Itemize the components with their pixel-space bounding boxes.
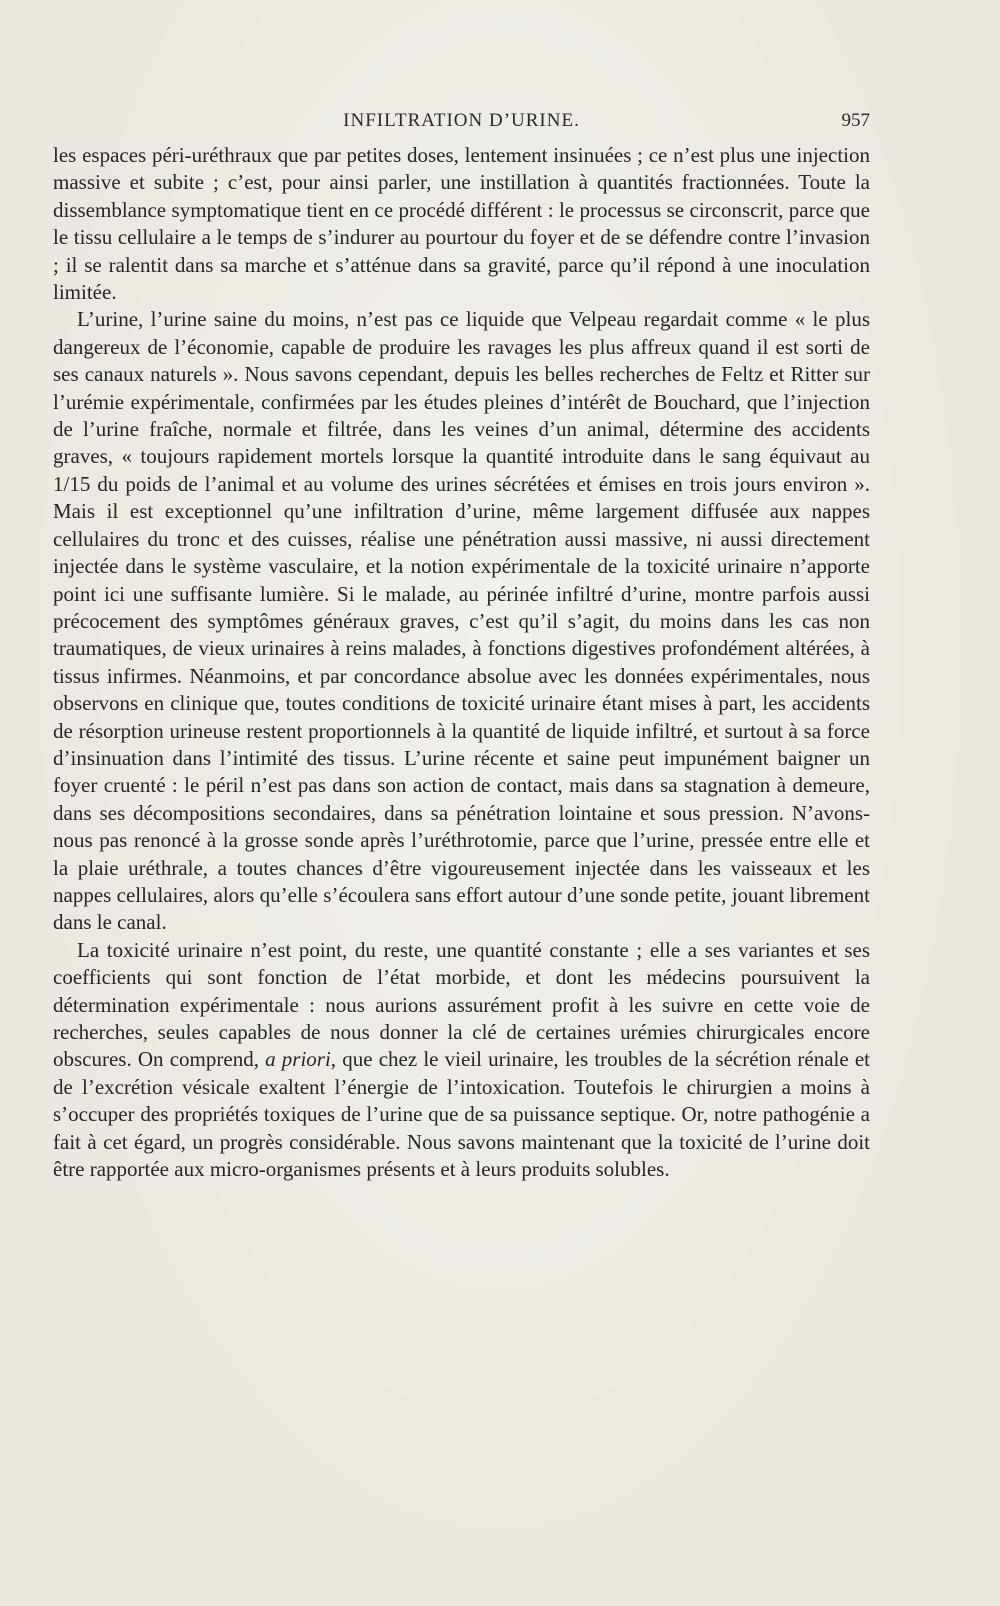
paragraph-continuation: les espaces péri-uréthraux que par petites doses, lentement insinuées ; ce n’est plus une injection massive et subite ; c’est, pour ainsi parler, une instillation à quantités fractionnées. Toute la dissemblance symptomatique tient en ce procédé différent : le processus se circonscrit, parce que le tissu cellulaire a le temps de s’indurer au pourtour du foyer et de se défendre contre l’invasion ; il se ralentit dans sa marche et s’atténue dans sa gravité, parce qu’il répond à une inoculation limitée. — [53, 143, 870, 305]
paragraph-text-before: La toxicité urinaire n’est point, du reste, une quantité constante ; elle a ses variantes et ses coefficients qui sont fonction de l’état morbide, et dont les médecins poursuivent la détermination expérimentale : nous aurions assurément profit à les suivre en cette voie de recherches, seules capables de nous donner la clé de certaines urémies chirurgicales encore obscures. On comprend, — [53, 937, 870, 1072]
page-number: 957 — [841, 110, 870, 131]
paragraph-text-after: , que chez le vieil urinaire, les troubles de la sécrétion rénale et de l’excrétion vésicale exaltent l’énergie de l’intoxication. Toutefois le chirurgien a moins à s’occuper des propriétés toxiques de l’urine que de sa puissance septique. Or, notre pathogénie a fait à cet égard, un progrès considérable. Nous savons maintenant que la toxicité de l’urine doit être rapportée aux micro-organismes présents et à leurs produits solubles. — [53, 1047, 871, 1182]
paragraph-septic-power — [53, 937, 870, 1184]
body-text — [53, 142, 870, 1183]
italic-a-priori: a priori — [265, 1047, 331, 1072]
paragraph-urine-toxicity: L’urine, l’urine saine du moins, n’est pas ce liquide que Velpeau regardait comme « le plus dangereux de l’économie, capable de produire les ravages les plus affreux quand il est sorti de ses canaux naturels ». Nous savons cependant, depuis les belles recherches de Feltz et Ritter sur l’urémie expérimentale, confirmées par les études pleines d’intérêt de Bouchard, que l’injection de l’urine fraîche, normale et filtrée, dans les veines d’un animal, détermine des accidents graves, « toujours rapidement mortels lorsque la quantité introduite dans le sang équivaut au 1/15 du poids de l’animal et au volume des urines sécrétées et émises en trois jours environ ». Mais il est exceptionnel qu’une infiltration d’urine, même largement diffusée aux nappes cellulaires du tronc et des cuisses, réalise une pénétration aussi massive, ni aussi directement injectée dans le système vasculaire, et la notion expérimentale de la toxicité urinaire n’apporte point ici une suffisante lumière. Si le malade, au périnée infiltré d’urine, montre parfois aussi précocement des symptômes généraux graves, c’est qu’il s’agit, du moins dans les cas non traumatiques, de vieux urinaires à reins malades, à fonctions digestives profondément altérées, à tissus infirmes. Néanmoins, et par concordance absolue avec les données expérimentales, nous observons en clinique que, toutes conditions de toxicité urinaire étant mises à part, les accidents de résorption urineuse restent proportionnels à la quantité de liquide infiltré, et surtout à sa force d’insinuation dans l’intimité des tissus. L’urine récente et saine peut impunément baigner un foyer cruenté : le péril n’est pas dans son action de contact, mais dans sa stagnation à demeure, dans ses décompositions secondaires, dans sa pénétration lointaine et sous pression. N’avons-nous pas renoncé à la grosse sonde après l’uréthrotomie, parce que l’urine, pressée entre elle et la plaie uréthrale, a toutes chances d’être vigoureusement injectée dans les vaisseaux et les nappes cellulaires, alors qu’elle s’écoulera sans effort autour d’une sonde petite, jouant librement dans le canal. — [53, 307, 870, 935]
running-title: INFILTRATION D’URINE. — [343, 110, 580, 131]
page-header — [53, 106, 870, 136]
